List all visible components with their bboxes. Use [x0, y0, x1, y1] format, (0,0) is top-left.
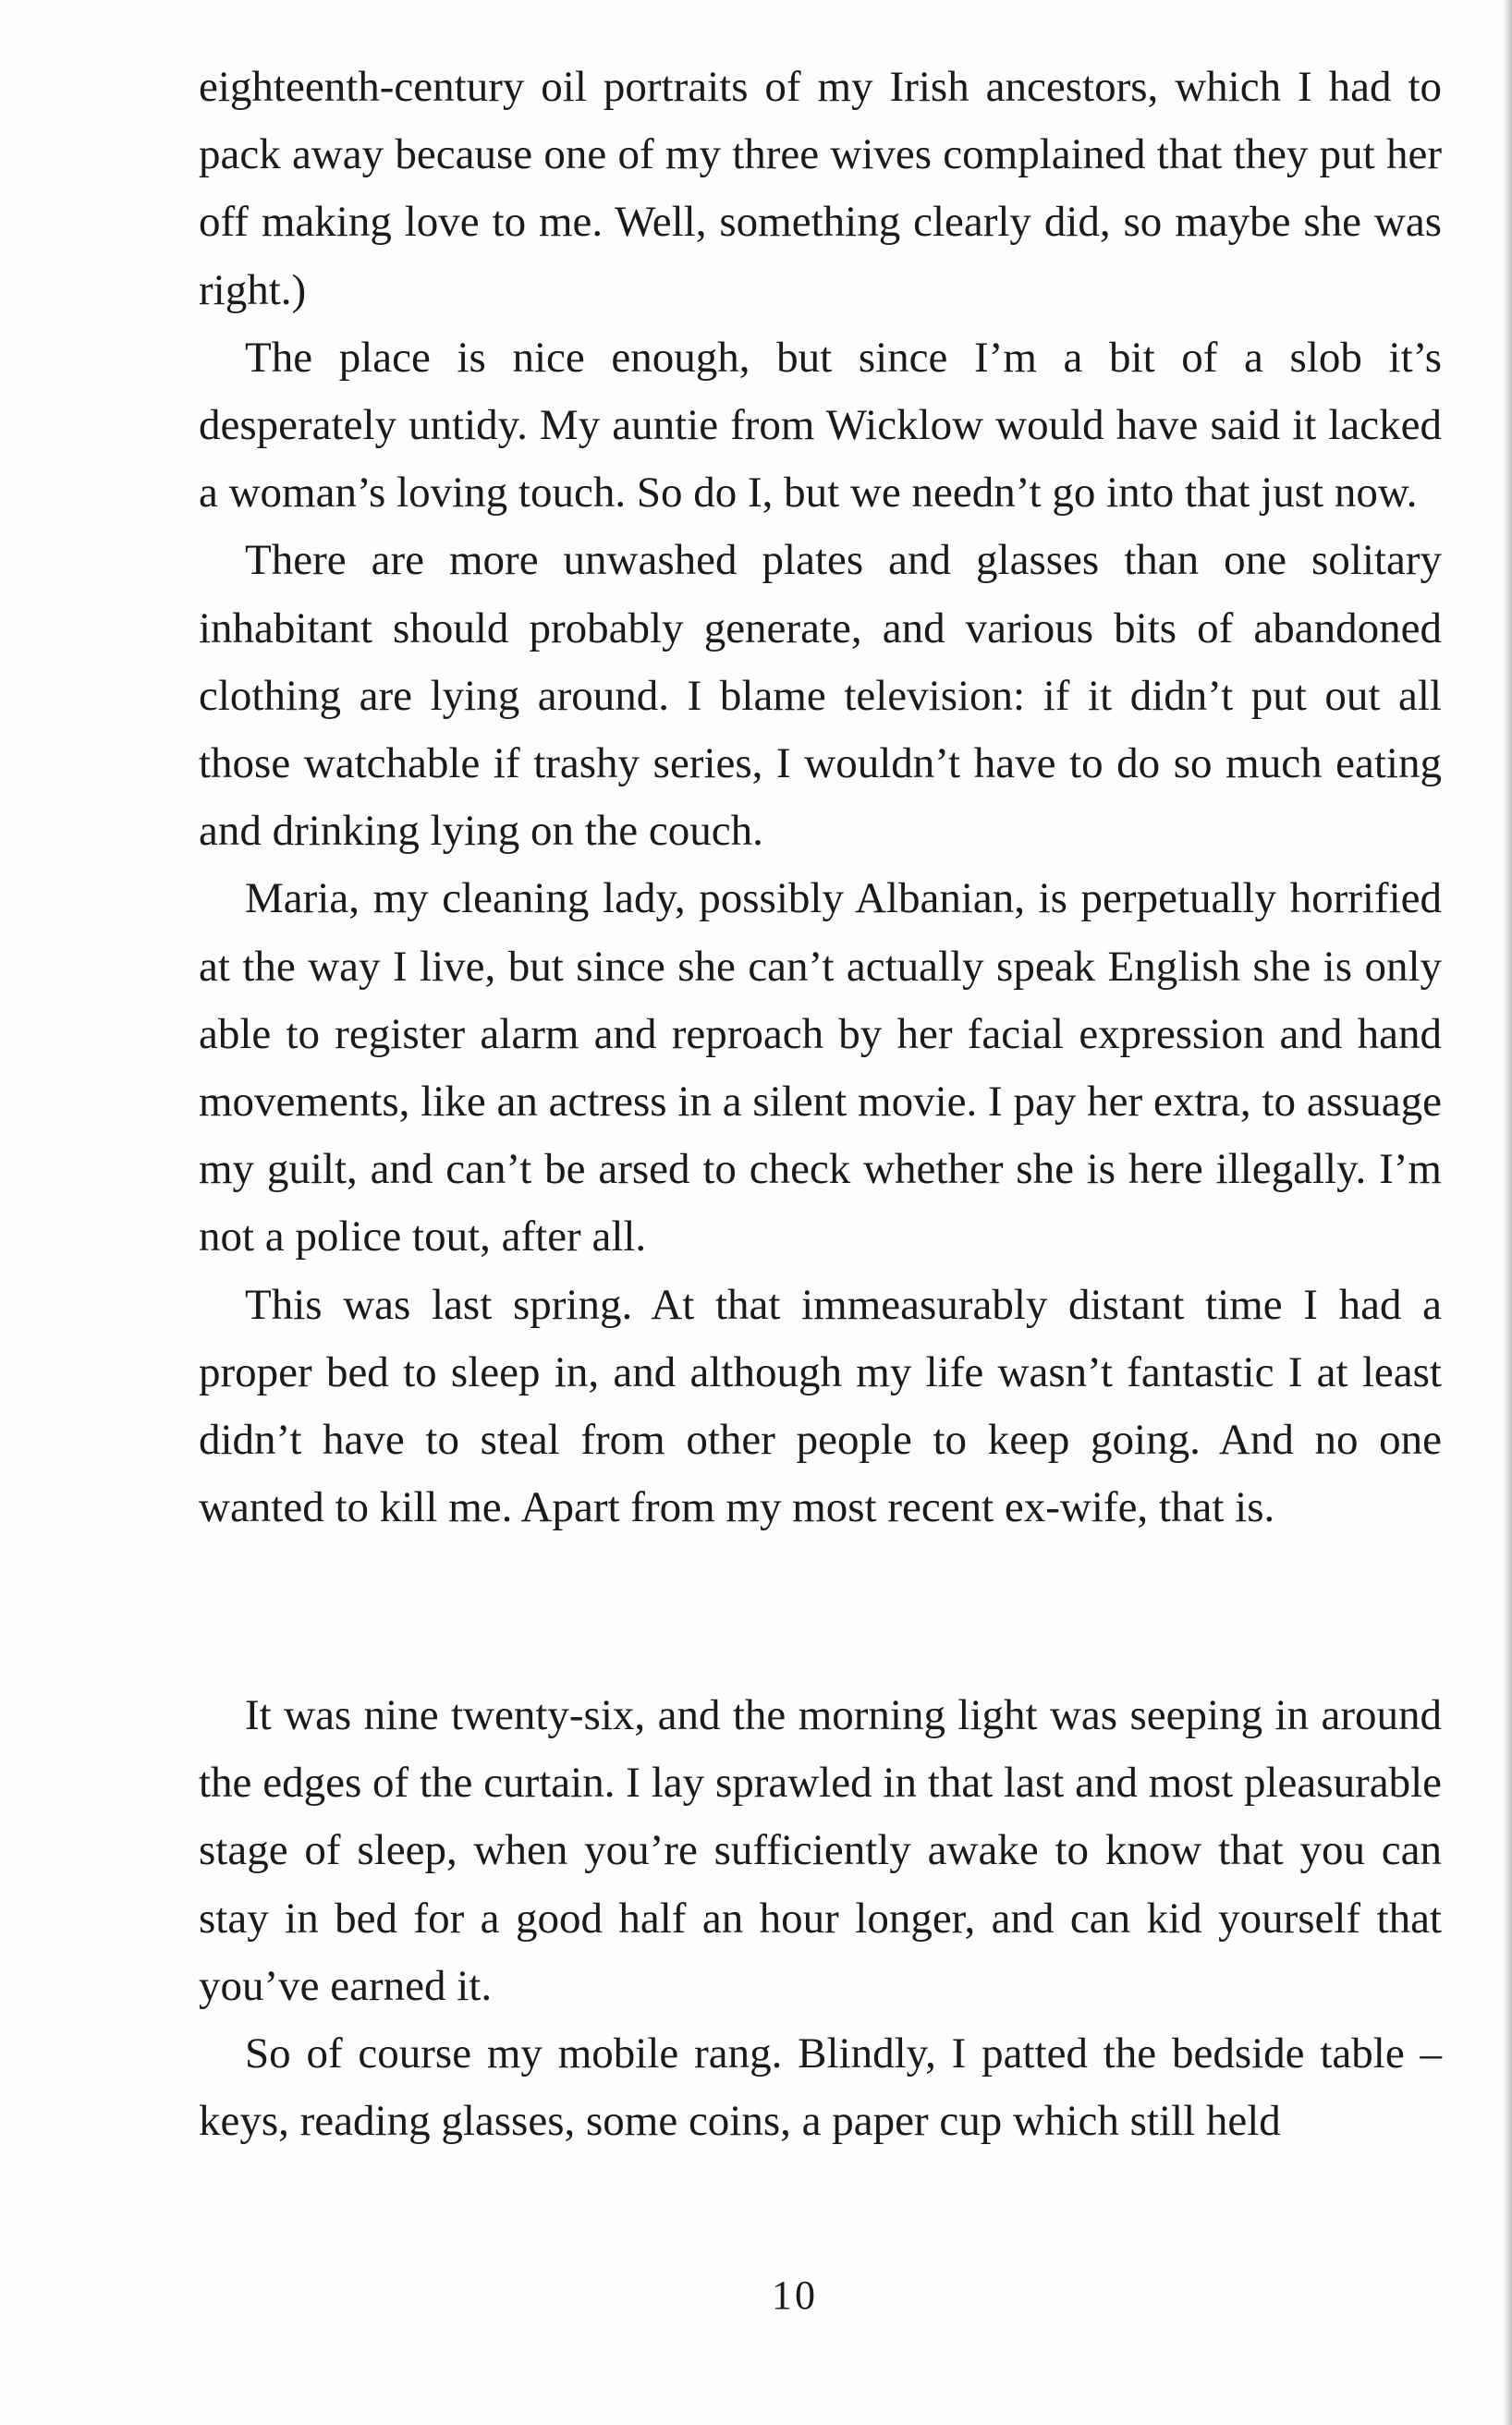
page-number: 10: [772, 2273, 818, 2318]
paragraph-morning: It was nine twenty-six, and the morning light was seeping in around the edges of the curtain. I lay sprawled in that last and most pleasurable stage of sleep, when you’re sufficiently awake to know that you can stay in bed for a good half an hour longer, and can kid yourself that you’ve earned it.: [199, 1691, 1442, 2010]
paragraph-mobile-rang: So of course my mobile rang. Blindly, I patted the bedside table – keys, reading glasses, some coins, a paper cup which still held: [199, 2029, 1442, 2146]
paragraph-unwashed-plates: There are more unwashed plates and glasses than one solitary inhabitant should probably generate, and various bits of abandoned clothing are lying around. I blame television: if it didn’t put out all those watchable if trashy series, I wouldn’t have to do so much eating and drinking lying on the couch.: [199, 536, 1442, 856]
paragraph-maria: Maria, my cleaning lady, possibly Albanian, is perpetually horrified at the way I live, but since she can’t actually speak English she is only able to register alarm and reproach by her facial expression and hand movements, like an actress in a silent movie. I pay her extra, to assuage my guilt, and can’t be arsed to check whether she is here illegally. I’m not a police tout, after all.: [199, 874, 1442, 1261]
paragraph-untidy: The place is nice enough, but since I’m a bit of a slob it’s desperately untidy. My auntie from Wicklow would have said it lacked a woman’s loving touch. So do I, but we needn’t go into that just now.: [199, 333, 1442, 518]
paragraph-continued: eighteenth-century oil portraits of my Irish ancestors, which I had to pack away because one of my three wives complained that they put her off making love to me. Well, something clearly did, so maybe she was right.): [199, 63, 1442, 314]
text-block-upper: [199, 54, 1442, 1542]
scan-edge-shadow: [1503, 0, 1512, 2425]
paragraph-last-spring: This was last spring. At that immeasurably distant time I had a proper bed to sleep in, and although my life wasn’t fantastic I at least didn’t have to steal from other people to keep going. And no one wanted to kill me. Apart from my most recent ex-wife, that is.: [199, 1280, 1442, 1532]
text-block-lower: [199, 1682, 1442, 2155]
